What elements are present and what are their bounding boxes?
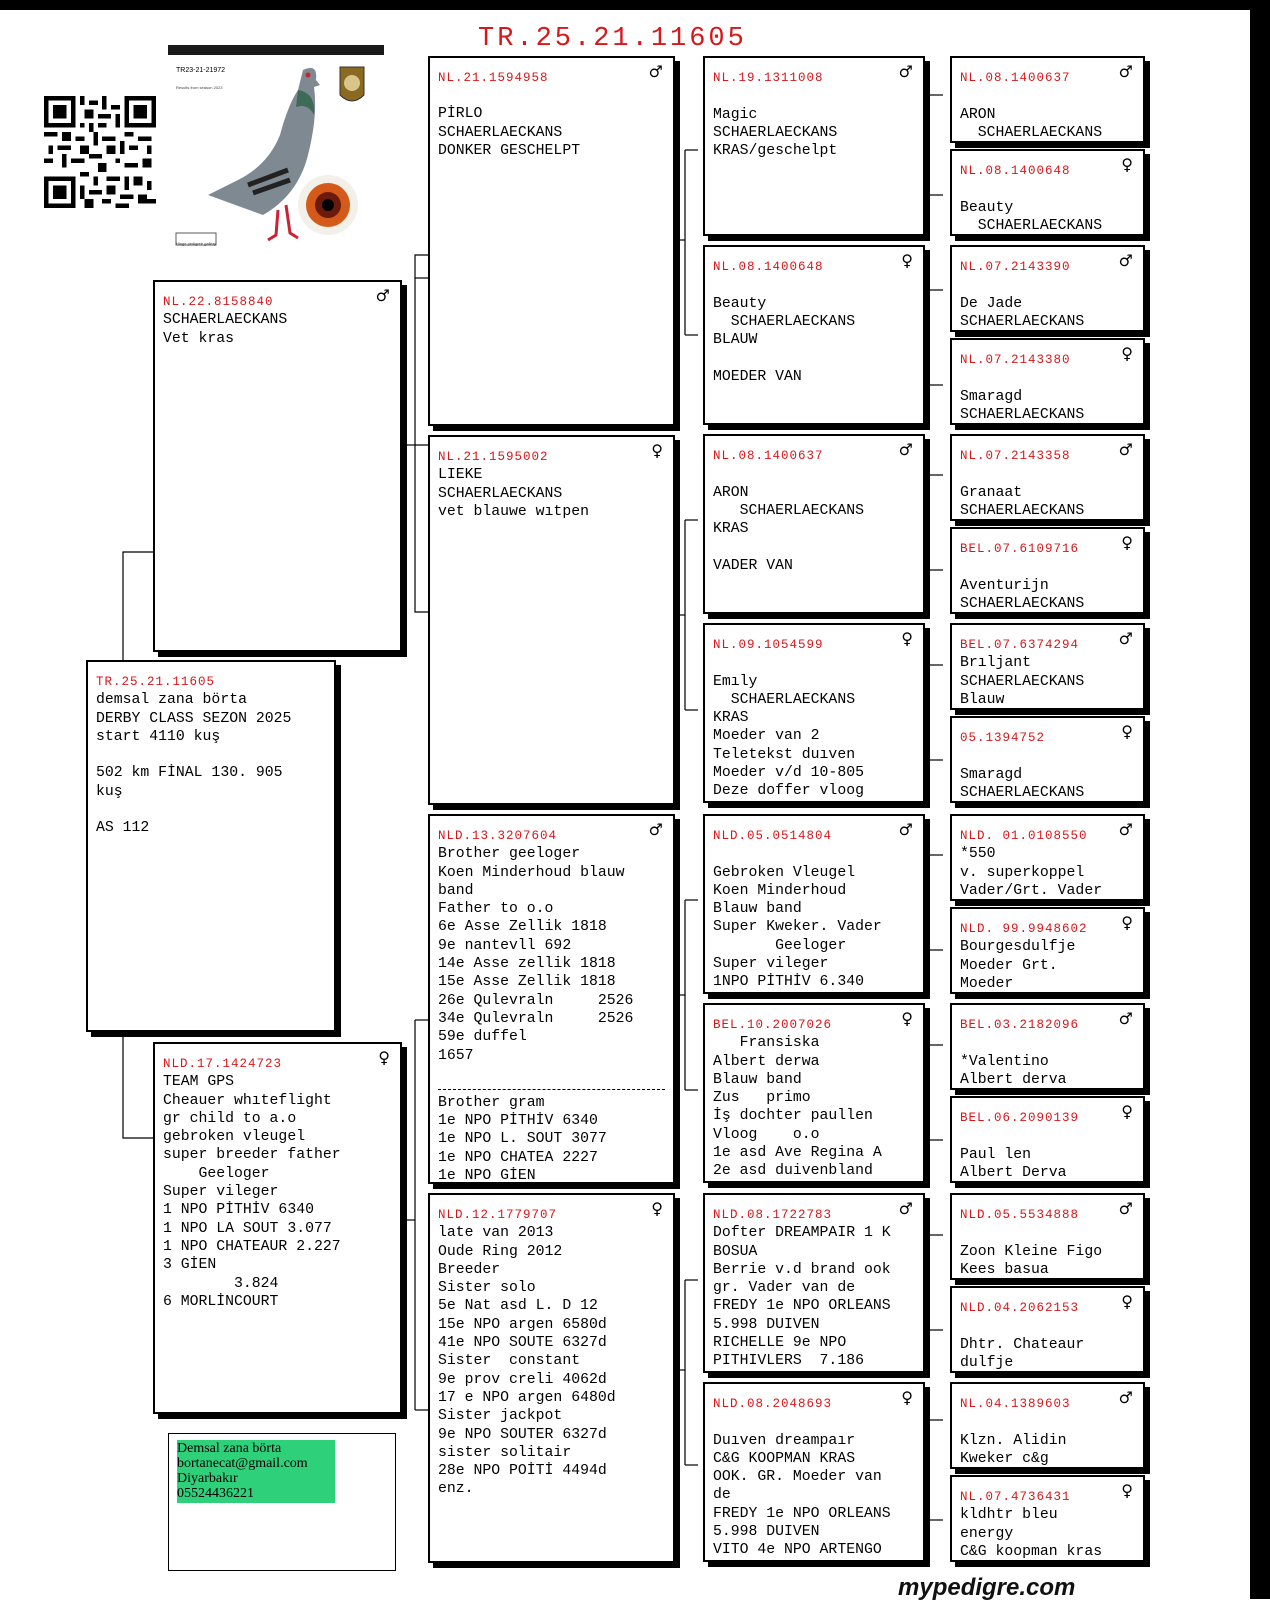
photo-card-ring: TR23-21-21972 — [176, 67, 226, 74]
bird-notes: late van 2013 Oude Ring 2012 Breeder Sister solo 5e Nat asd L. D 12 15e NPO argen 6580d 41e NPO SOUTE 6327d Sister constant 9e prov creli 4062d 17 e NPO argen 6480d Sister jackpot 9e NPO SOUTER 6327d sister solitair 28e NPO POİTİ 4494d enz. — [438, 1225, 616, 1498]
ring-number: TR.25.21.11605 — [96, 675, 216, 689]
website-link[interactable]: mypedigre.com — [898, 1574, 1076, 1601]
bird-notes: ARON SCHAERLAECKANS KRAS VADER VAN — [713, 484, 864, 574]
female-symbol-icon: ♀ — [1121, 1292, 1133, 1311]
ring-number: NLD.04.2062153 — [960, 1301, 1080, 1315]
contact-email[interactable]: bortanecat@gmail.com — [177, 1456, 308, 1471]
contact-phone[interactable]: 05524436221 — [177, 1486, 254, 1501]
bird-notes: Brother geeloger Koen Minderhoud blauw band Father to o.o 6e Asse Zellik 1818 9e nantevll 692 14e Asse zellik 1818 15e Asse Zellik 1818 26e Qulevraln 2526 34e Qulevraln 2526 59e duffel 1657 — [438, 846, 634, 1064]
ring-number: BEL.07.6374294 — [960, 638, 1080, 652]
bird-notes: Zoon Kleine Figo Kees basua — [960, 1243, 1103, 1278]
bird-notes: Smaragd SCHAERLAECKANS — [960, 388, 1085, 423]
bird-notes: SCHAERLAECKANS Vet kras — [163, 312, 288, 347]
bird-card-sss — [703, 56, 925, 236]
ring-number: NLD. 01.0108550 — [960, 829, 1088, 843]
bird-notes-extra: Brother gram 1e NPO PİTHİV 6340 1e NPO L. SOUT 3077 1e NPO CHATEA 2227 1e NPO GİEN — [438, 1094, 607, 1184]
bird-card-g12 — [950, 1096, 1145, 1183]
ring-number: NL.04.1389603 — [960, 1397, 1071, 1411]
bird-card-dam — [153, 1042, 402, 1414]
bird-card-g8 — [950, 716, 1145, 803]
contact-name: Demsal zana börta — [177, 1441, 282, 1456]
bird-card-g16 — [950, 1475, 1145, 1562]
male-symbol-icon: ♂ — [375, 286, 390, 305]
bird-card-sdd — [703, 623, 925, 803]
male-symbol-icon: ♂ — [898, 440, 913, 459]
ring-number: NL.21.1594958 — [438, 71, 549, 85]
pigeon-photo-card — [168, 45, 384, 260]
male-symbol-icon: ♂ — [1118, 629, 1133, 648]
female-symbol-icon: ♀ — [1121, 913, 1133, 932]
ring-number: NL.08.1400637 — [713, 449, 824, 463]
ring-number: NL.08.1400637 — [960, 71, 1071, 85]
ring-number: NLD.05.0514804 — [713, 829, 833, 843]
ring-number: NL.07.2143380 — [960, 353, 1071, 367]
ring-number: NL.21.1595002 — [438, 450, 549, 464]
bird-notes: demsal zana börta DERBY CLASS SEZON 2025 start 4110 kuş 502 km FİNAL 130. 905 kuş AS 112 — [96, 692, 292, 837]
bird-card-ssd — [703, 245, 925, 425]
ring-number: NLD.08.1722783 — [713, 1208, 833, 1222]
ring-number: NL.08.1400648 — [713, 260, 824, 274]
female-symbol-icon: ♀ — [901, 1388, 913, 1407]
photo-card-footer: Hinge pedigree gallery — [176, 241, 217, 246]
female-symbol-icon: ♀ — [901, 251, 913, 270]
female-symbol-icon: ♀ — [378, 1048, 390, 1067]
female-symbol-icon: ♀ — [651, 1199, 663, 1218]
female-symbol-icon: ♀ — [1121, 344, 1133, 363]
bird-card-dam-sire — [428, 814, 675, 1184]
female-symbol-icon: ♀ — [1121, 722, 1133, 741]
bird-card-g6 — [950, 527, 1145, 614]
bird-card-sds — [703, 434, 925, 614]
ring-number: BEL.03.2182096 — [960, 1018, 1080, 1032]
bird-notes: Emıly SCHAERLAECKANS KRAS Moeder van 2 Teletekst duıven Moeder v/d 10-805 Deze doffer vloog — [713, 673, 864, 800]
bird-notes: Granaat SCHAERLAECKANS — [960, 484, 1085, 519]
male-symbol-icon: ♂ — [1118, 251, 1133, 270]
bird-card-g15 — [950, 1382, 1145, 1469]
female-symbol-icon: ♀ — [901, 1009, 913, 1028]
bird-card-sire-sire — [428, 56, 675, 426]
bird-card-g11 — [950, 1003, 1145, 1090]
bird-notes: De Jade SCHAERLAECKANS — [960, 295, 1085, 330]
bird-card-g10 — [950, 907, 1145, 994]
male-symbol-icon: ♂ — [1118, 820, 1133, 839]
pedigree-title: TR.25.21.11605 — [478, 24, 747, 54]
bird-card-g5 — [950, 434, 1145, 521]
male-symbol-icon: ♂ — [1118, 1009, 1133, 1028]
bird-card-g13 — [950, 1193, 1145, 1280]
ring-number: NLD.12.1779707 — [438, 1208, 558, 1222]
male-symbol-icon: ♂ — [648, 820, 663, 839]
bird-notes: Dofter DREAMPAIR 1 K BOSUA Berrie v.d brand ook gr. Vader van de FREDY 1e NPO ORLEANS 5.998 DUIVEN RICHELLE 9e NPO PITHIVLERS 7.186 — [713, 1225, 891, 1370]
male-symbol-icon: ♂ — [1118, 1199, 1133, 1218]
bird-card-subject — [86, 660, 336, 1032]
bird-card-dsd — [703, 1003, 925, 1183]
male-symbol-icon: ♂ — [648, 62, 663, 81]
bird-card-g14 — [950, 1286, 1145, 1373]
bird-notes: kldhtr bleu energy C&G koopman kras — [960, 1507, 1103, 1560]
ring-number: NLD.08.2048693 — [713, 1397, 833, 1411]
ring-number: NLD.13.3207604 — [438, 829, 558, 843]
bird-notes: ARON SCHAERLAECKANS — [960, 106, 1103, 141]
bird-card-ddd — [703, 1382, 925, 1562]
bird-notes: Beauty SCHAERLAECKANS — [960, 199, 1103, 234]
bird-notes: *Valentino Albert derva — [960, 1053, 1067, 1088]
bird-notes: Dhtr. Chateaur dulfje — [960, 1336, 1085, 1371]
female-symbol-icon: ♀ — [1121, 1481, 1133, 1500]
photo-card-results: Results from season 2023 — [176, 85, 223, 90]
bird-notes: Fransiska Albert derwa Blauw band Zus primo İş dochter paullen Vloog o.o 1e asd Ave Regina A 2e asd duivenbland — [713, 1035, 882, 1180]
bird-card-sire — [153, 280, 402, 652]
bird-card-g3 — [950, 245, 1145, 332]
ring-number: BEL.07.6109716 — [960, 542, 1080, 556]
male-symbol-icon: ♂ — [1118, 62, 1133, 81]
ring-number: NLD.05.5534888 — [960, 1208, 1080, 1222]
bird-card-dds — [703, 1193, 925, 1373]
ring-number: NLD. 99.9948602 — [960, 922, 1088, 936]
bird-card-g4 — [950, 338, 1145, 425]
eye-image-icon — [298, 175, 358, 235]
contact-info — [177, 1440, 335, 1503]
female-symbol-icon: ♀ — [901, 629, 913, 648]
bird-notes: LIEKE SCHAERLAECKANS vet blauwe wıtpen — [438, 467, 589, 520]
bird-notes: TEAM GPS Cheauer whıteflight gr child to a.o gebroken vleugel super breeder father Geeloger Super vileger 1 NPO PİTHİV 6340 1 NPO LA SOUT 3.077 1 NPO CHATEAUR 2.227 3 GİEN 3.824 6 MORLİNCOURT — [163, 1074, 341, 1310]
male-symbol-icon: ♂ — [1118, 1388, 1133, 1407]
bird-card-dam-dam — [428, 1193, 675, 1563]
male-symbol-icon: ♂ — [898, 1199, 913, 1218]
female-symbol-icon: ♀ — [1121, 533, 1133, 552]
bird-notes: Beauty SCHAERLAECKANS BLAUW MOEDER VAN — [713, 295, 856, 385]
ring-number: NL.07.4736431 — [960, 1490, 1071, 1504]
bird-notes: Gebroken Vleugel Koen Minderhoud Blauw band Super Kweker. Vader Geeloger Super vileger 1NPO PİTHİV 6.340 — [713, 864, 882, 991]
ring-number: BEL.10.2007026 — [713, 1018, 833, 1032]
ring-number: NL.09.1054599 — [713, 638, 824, 652]
bird-notes: Duıven dreampaır C&G KOOPMAN KRAS OOK. GR. Moeder van de FREDY 1e NPO ORLEANS 5.998 DUIVEN VITO 4e NPO ARTENGO — [713, 1432, 891, 1559]
bird-notes: Paul len Albert Derva — [960, 1146, 1067, 1181]
bird-notes: PİRLO SCHAERLAECKANS DONKER GESCHELPT — [438, 106, 581, 159]
ring-number: NL.07.2143358 — [960, 449, 1071, 463]
bird-card-g2 — [950, 149, 1145, 236]
bird-card-sire-dam — [428, 435, 675, 805]
qr-code — [44, 96, 156, 208]
female-symbol-icon: ♀ — [651, 441, 663, 460]
bird-notes: Smaragd SCHAERLAECKANS — [960, 766, 1085, 801]
male-symbol-icon: ♂ — [898, 820, 913, 839]
bird-notes: Bourgesdulfje Moeder Grt. Moeder — [960, 939, 1076, 992]
ring-number: NL.22.8158840 — [163, 295, 274, 309]
bird-notes: Aventurijn SCHAERLAECKANS — [960, 577, 1085, 612]
bird-notes: Klzn. Alidin Kweker c&g — [960, 1432, 1067, 1467]
pigeon-image — [168, 45, 384, 260]
bird-card-dss — [703, 814, 925, 994]
bird-notes: *550 v. superkoppel Vader/Grt. Vader — [960, 846, 1103, 899]
ring-number: NL.07.2143390 — [960, 260, 1071, 274]
ring-number: NLD.17.1424723 — [163, 1057, 283, 1071]
female-symbol-icon: ♀ — [1121, 1102, 1133, 1121]
male-symbol-icon: ♂ — [1118, 440, 1133, 459]
divider — [438, 1089, 665, 1090]
bird-card-g7 — [950, 623, 1145, 710]
bird-notes: Magic SCHAERLAECKANS KRAS/geschelpt — [713, 106, 838, 160]
ring-number: 05.1394752 — [960, 731, 1046, 745]
bird-notes: Brıljant SCHAERLAECKANS Blauw — [960, 655, 1085, 708]
bird-card-g1 — [950, 56, 1145, 143]
ring-number: NL.19.1311008 — [713, 71, 824, 85]
male-symbol-icon: ♂ — [898, 62, 913, 81]
female-symbol-icon: ♀ — [1121, 155, 1133, 174]
ring-number: BEL.06.2090139 — [960, 1111, 1080, 1125]
contact-city: Diyarbakır — [177, 1471, 238, 1486]
club-emblem-icon — [340, 67, 364, 101]
bird-card-g9 — [950, 814, 1145, 901]
contact-box — [168, 1433, 396, 1571]
ring-number: NL.08.1400648 — [960, 164, 1071, 178]
